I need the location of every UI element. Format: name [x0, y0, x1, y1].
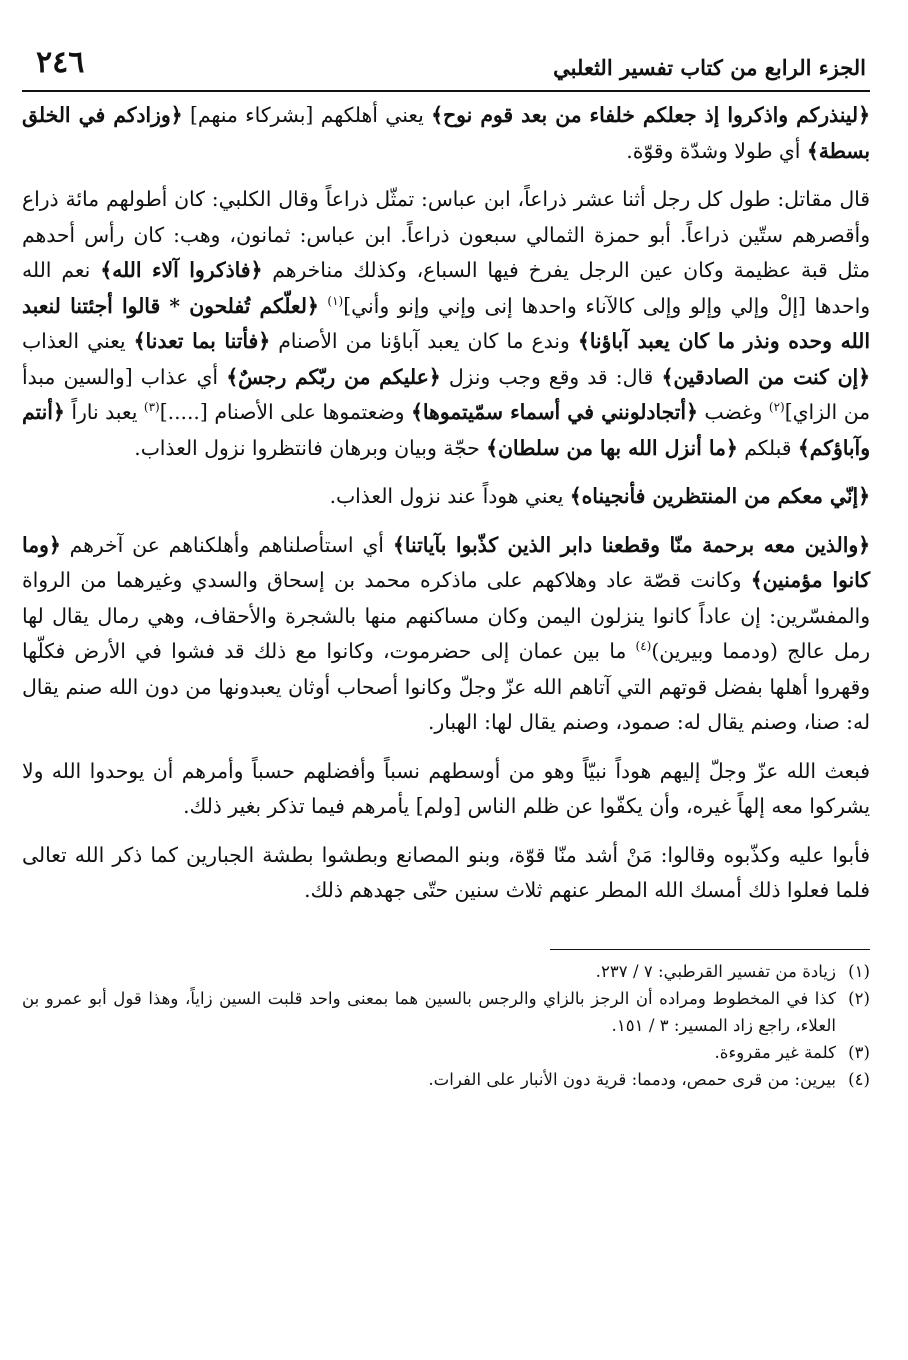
footnote-ref: (٣) — [143, 400, 160, 415]
header-rule — [22, 90, 870, 92]
footnote-number: (٤) — [848, 1069, 870, 1089]
footnote-ref: (٢) — [768, 400, 785, 415]
quran-quote: ﴿وما كانوا مؤمنين﴾ — [22, 532, 870, 592]
text-segment: وكانت قصّة عاد وهلاكهم على ماذكره محمد بن إسحاق والسدي وغيرهما من الرواة والمفسّرين: إن عاداً كانوا ينزلون اليمن وكان مساكنهم منها بالشجرة والأحقاف، وهي رمال يقال لها رمل عالج (ودمما وبيرين) — [22, 568, 870, 663]
text-segment: نعم الله واحدها [إلْ وإلي وإلو وإلى كالآناء واحدها إنى وإني وإنو وأني] — [22, 258, 870, 318]
quran-quote: ﴿لينذركم واذكروا إذ جعلكم خلفاء من بعد قوم نوح﴾ — [431, 103, 870, 127]
text-segment: وندع ما كان يعبد آباؤنا من الأصنام — [270, 329, 578, 353]
running-header — [22, 28, 870, 80]
footnote — [22, 985, 870, 1039]
text-segment: يعبد ناراً — [64, 400, 144, 424]
footnote-separator — [550, 949, 870, 950]
quran-quote: ﴿عليكم من ربّكم رجسٌ﴾ — [226, 364, 441, 389]
text-segment: فأبوا عليه وكذّبوه وقالوا: مَنْ أشد منّا قوّة، وبنو المصانع وبطشوا بطشة الجبارين كما ذكر الله تعالى فلما فعلوا ذلك أمسك الله المطر عنهم ثلاث سنين حتّى جهدهم ذلك. — [22, 842, 870, 902]
page-number: ٢٤٦ — [36, 45, 85, 80]
quran-quote: ﴿والذين معه برحمة منّا وقطعنا دابر الذين كذّبوا بآياتنا﴾ — [392, 532, 871, 557]
text-segment: ما بين عمان إلى حضرموت، وكانوا مع ذلك قد فشوا في الأرض فكلّها وقهروا أهلها بفضل قوتهم التي آتاهم الله عزّ وجلّ وكانوا أصحاب أوثان يعبدونها من دون الله صنم يقال له: صنا، وصنم يقال له: صمود، وصنم يقال لها: الهبار. — [22, 639, 870, 734]
footnote — [22, 958, 870, 985]
footnote-ref: (٤) — [635, 639, 652, 654]
footnote-text: كذا في المخطوط ومراده أن الرجز بالزاي والرجس بالسين هما بمعنى واحد قلبت السين زاياً، وهذا قول أبو عمرو بن العلاء، راجع زاد المسير: ٣ / ١٥١. — [22, 988, 836, 1035]
quran-quote: ﴿فاذكروا آلاء الله﴾ — [100, 258, 263, 282]
text-segment: قال مقاتل: طول كل رجل أثنا عشر ذراعاً، ابن عباس: تمثّل ذراعاً وقال الكلبي: كان أطولهم مائة ذراع وأقصرهم ستّين ذراعاً. أبو حمزة الثمالي سبعون ذراعاً. ابن عباس: ثمانون، وهب: كان رأس أحدهم مثل قبة عظيمة وكان عين الرجل يفرخ فيها السباع، وكذلك مناخرهم — [22, 187, 870, 282]
text-segment: قبلكم — [737, 435, 798, 460]
paragraph — [22, 528, 870, 741]
text-segment: حجّة وبيان وبرهان فانتظروا نزول العذاب. — [134, 435, 487, 460]
quran-quote: ﴿إن كنت من الصادقين﴾ — [661, 364, 870, 389]
quran-quote: ﴿أنتم وآباؤكم﴾ — [22, 400, 870, 460]
text-segment: أي طولا وشدّة وقوّة. — [626, 138, 807, 163]
book-title: الجزء الرابع من كتاب تفسير الثعلبي — [553, 55, 866, 80]
paragraph — [22, 479, 870, 515]
footnote — [22, 1039, 870, 1066]
paragraph — [22, 838, 870, 909]
text-segment: وغضب — [697, 400, 769, 424]
paragraph — [22, 98, 870, 169]
quran-quote: ﴿أتجادلونني في أسماء سمّيتموها﴾ — [410, 400, 698, 424]
paragraph — [22, 754, 870, 825]
quran-quote: ﴿فأتنا بما تعدنا﴾ — [133, 329, 271, 353]
footnote-number: (١) — [848, 961, 870, 981]
footnote-text: بيرين: من قرى حمص، ودمما: قرية دون الأنبار على الفرات. — [428, 1069, 836, 1089]
text-segment: يعني هوداً عند نزول العذاب. — [329, 484, 570, 508]
footnote — [22, 1066, 870, 1093]
footnote-text: زيادة من تفسير القرطبي: ٧ / ٢٣٧. — [595, 961, 836, 981]
text-segment: أي عذاب [والسين مبدأ من الزاي] — [22, 364, 870, 424]
quran-quote: ﴿ما أنزل الله بها من سلطان﴾ — [486, 435, 738, 460]
text-segment: يعني العذاب — [22, 329, 134, 353]
main-text — [22, 98, 870, 909]
quran-quote: ﴿لعلّكم تُفلحون * قالوا أجئتنا لنعبد الله وحده ونذر ما كان يعبد آباؤنا﴾ — [22, 293, 870, 353]
footnote-number: (٣) — [848, 1042, 870, 1062]
text-segment: يعني أهلكهم [بشركاء منهم] — [182, 103, 432, 127]
text-segment: أي استأصلناهم وأهلكناهم عن آخرهم — [60, 532, 393, 557]
quran-quote: ﴿وزادكم في الخلق بسطة﴾ — [22, 103, 870, 163]
text-segment: قال: قد وقع وجب ونزل — [440, 364, 662, 389]
text-segment: وضعتموها على الأصنام [.....] — [159, 400, 411, 424]
footnote-text: كلمة غير مقروءة. — [714, 1042, 836, 1062]
paragraph — [22, 182, 870, 466]
text-segment: فبعث الله عزّ وجلّ إليهم هوداً نبيّاً وهو من أوسطهم نسباً وأفضلهم حسباً وأمرهم أن يوحدوا الله ولا يشركوا معه إلهاً غيره، وأن يكفّوا عن ظلم الناس [ولم] يأمرهم فيما تذكر بغير ذلك. — [22, 758, 870, 818]
footnote-ref: (١) — [327, 293, 344, 308]
footnotes — [22, 958, 870, 1093]
footnote-number: (٢) — [848, 988, 870, 1008]
quran-quote: ﴿إنّي معكم من المنتظرين فأنجيناه﴾ — [569, 484, 870, 508]
